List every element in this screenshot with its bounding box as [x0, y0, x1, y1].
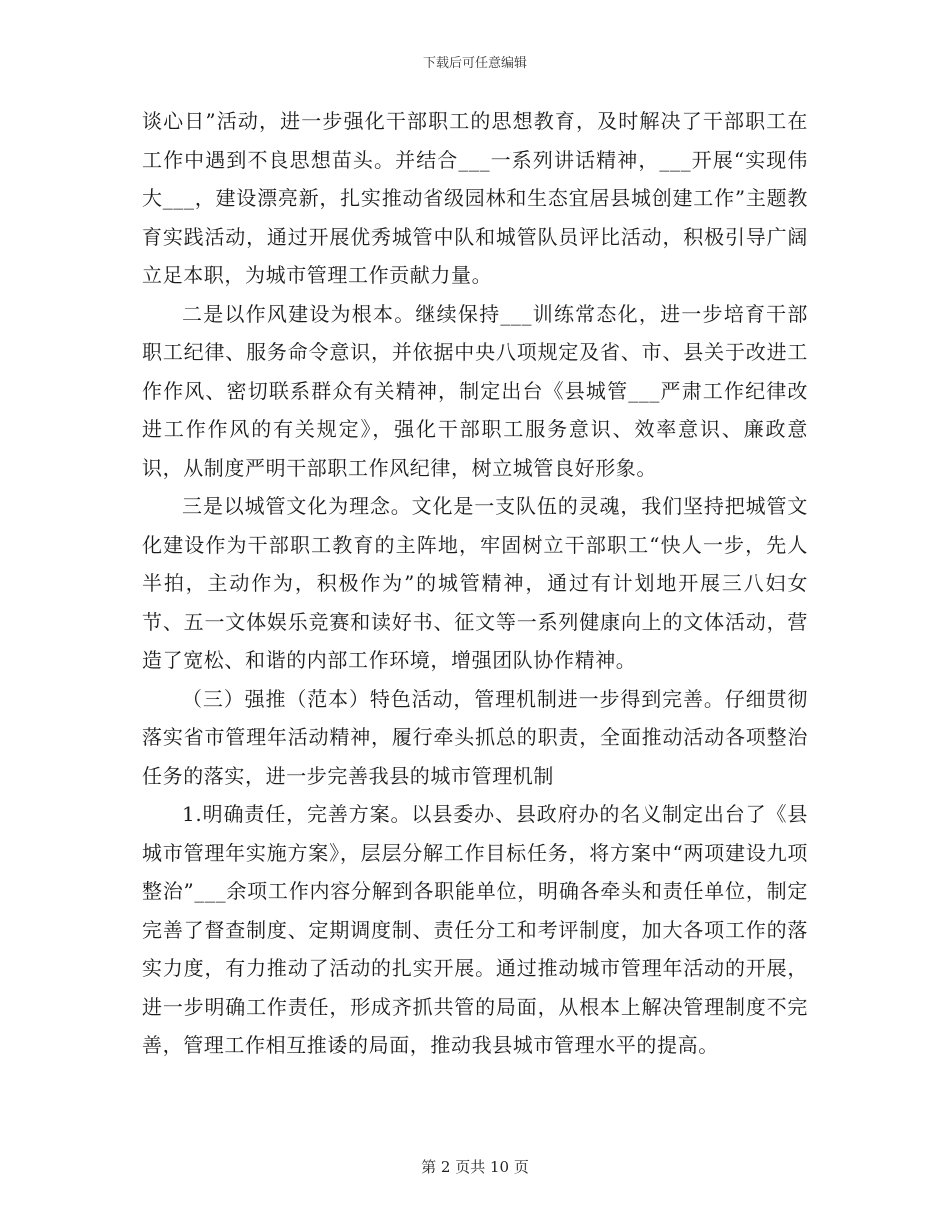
paragraph-culture: 三是以城管文化为理念。文化是一支队伍的灵魂，我们坚持把城管文化建设作为干部职工教育的主阵地，牢固树立干部职工“快人一步，先人半拍，主动作为，积极作为”的城管精神，通过有计划地开展三八妇女节、五一文体娱乐竞赛和读好书、征文等一系列健康向上的文体活动，营造了宽松、和谐的内部工作环境，增强团队协作精神。	[142, 494, 808, 672]
paragraph-continuation: 谈心日”活动，进一步强化干部职工的思想教育，及时解决了干部职工在工作中遇到不良思想苗头。并结合___一系列讲话精神，___开展“实现伟大___，建设漂亮新，扎实推动省级园林和生态宜居县城创建工作”主题教育实践活动，通过开展优秀城管中队和城管队员评比活动，积极引导广阔立足本职，为城市管理工作贡献力量。	[142, 109, 808, 287]
paragraph-item-one: 1.明确责任，完善方案。以县委办、县政府办的名义制定出台了《县城市管理年实施方案》，层层分解工作目标任务，将方案中“两项建设九项整治”___余项工作内容分解到各职能单位，明确各牵头和责任单位，制定完善了督查制度、定期调度制、责任分工和考评制度，加大各项工作的落实力度，有力推动了活动的扎实开展。通过推动城市管理年活动的开展，进一步明确工作责任，形成齐抓共管的局面，从根本上解决管理制度不完善，管理工作相互推诿的局面，推动我县城市管理水平的提高。	[142, 802, 808, 1057]
document-body	[142, 102, 808, 1065]
paragraph-section-three: （三）强推（范本）特色活动，管理机制进一步得到完善。仔细贯彻落实省市管理年活动精神，履行牵头抓总的职责，全面推动活动各项整治任务的落实，进一步完善我县的城市管理机制	[142, 686, 808, 788]
paragraph-work-style: 二是以作风建设为根本。继续保持___训练常态化，进一步培育干部职工纪律、服务命令意识，并依据中央八项规定及省、市、县关于改进工作作风、密切联系群众有关精神，制定出台《县城管___严肃工作纪律改进工作作风的有关规定》，强化干部职工服务意识、效率意识、廉政意识，从制度严明干部职工作风纪律，树立城管良好形象。	[142, 301, 808, 480]
page-footer: 第 2 页共 10 页	[421, 1158, 529, 1176]
page-header: 下载后可任意编辑	[422, 56, 527, 71]
